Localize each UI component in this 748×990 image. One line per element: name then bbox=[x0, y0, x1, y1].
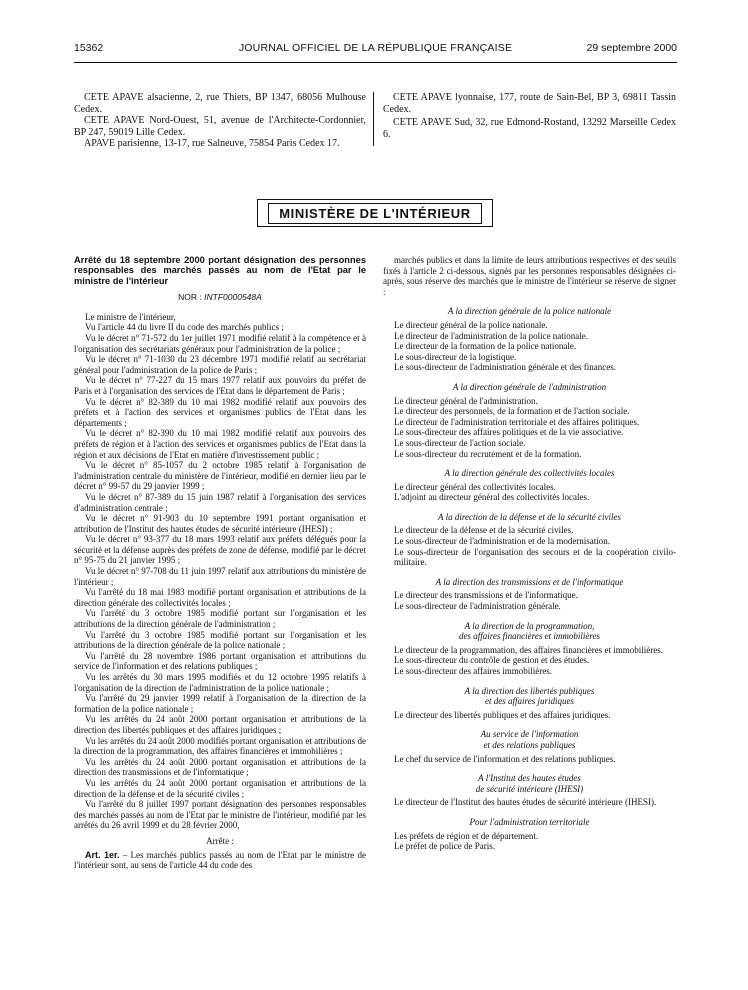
top-left-block bbox=[74, 92, 366, 150]
arrete-label: Arrête : bbox=[206, 835, 234, 846]
responsible-person: Le sous-directeur des affaires politiques et de la vie associative. bbox=[394, 427, 624, 438]
preamble-paragraph: Vu l'article 44 du livre II du code des marchés publics ; bbox=[85, 322, 284, 333]
section-heading-line: A l'Institut des hautes études bbox=[478, 773, 581, 784]
page-header bbox=[74, 42, 677, 56]
responsible-person: Le sous-directeur de l'administration générale et des finances. bbox=[394, 362, 617, 373]
address-entry: CETE APAVE lyonnaise, 177, route de Sain-Bel, BP 3, 69811 Tassin Cedex. bbox=[383, 92, 676, 115]
preamble-paragraph: Vu les arrêtés du 24 août 2000 portant organisation et attributions de la direction de la défense et de la sécurité civiles ; bbox=[74, 777, 366, 799]
responsible-person: Le directeur de la programmation, des affaires financières et immobilières. bbox=[394, 644, 663, 655]
responsible-person: L'adjoint au directeur général des collectivités locales. bbox=[394, 492, 590, 503]
preamble-paragraph: Vu le décret n° 87-389 du 15 juin 1987 relatif à l'organisation des services d'administration centrale ; bbox=[74, 491, 366, 513]
ministry-heading-box bbox=[257, 199, 493, 227]
section-heading bbox=[383, 577, 676, 588]
section-heading-line: A la direction des transmissions et de l'informatique bbox=[435, 576, 624, 587]
responsible-person: Le chef du service de l'information et des relations publiques. bbox=[394, 753, 616, 764]
section-heading-line: des affaires financières et immobilières bbox=[459, 631, 600, 642]
responsible-person: Le directeur de l'Institut des hautes études de sécurité intérieure (IHESI). bbox=[394, 797, 657, 808]
article-1 bbox=[74, 850, 366, 871]
section-heading bbox=[383, 468, 676, 479]
article-label: Art. 1er. bbox=[85, 849, 120, 860]
responsible-person: Le sous-directeur de l'administration et de la modernisation. bbox=[394, 536, 611, 547]
section-heading bbox=[383, 621, 676, 642]
section-heading bbox=[383, 773, 676, 794]
preamble-paragraph: Le ministre de l'intérieur, bbox=[85, 311, 176, 322]
responsible-person: Le directeur de la formation de la police nationale. bbox=[394, 341, 577, 352]
address-entry: CETE APAVE Nord-Ouest, 51, avenue de l'Architecte-Cordonnier, BP 247, 59019 Lille Cedex. bbox=[74, 115, 366, 138]
preamble-paragraph: Vu les arrêtés du 24 août 2000 modifiés portant organisation et attributions de la direction de la programmation, des affaires financières et immobilières ; bbox=[74, 735, 366, 757]
responsible-person: Le directeur de la défense et de la sécurité civiles. bbox=[394, 525, 574, 536]
preamble-paragraph: Vu les arrêtés du 24 août 2000 portant organisation et attributions de la direction des libertés publiques et des affaires juridiques ; bbox=[74, 714, 366, 735]
preamble-paragraph: Vu l'arrêté du 29 janvier 1999 relatif à l'organisation de la direction de la formation de la police nationale ; bbox=[74, 693, 366, 714]
responsible-person: Le sous-directeur de l'action sociale. bbox=[394, 437, 526, 448]
responsible-person: Le directeur général de l'administration. bbox=[394, 395, 538, 406]
address-entry: CETE APAVE alsacienne, 2, rue Thiers, BP 1347, 68056 Mulhouse Cedex. bbox=[74, 92, 366, 115]
nor-reference bbox=[74, 292, 366, 303]
preamble-paragraph: Vu l'arrêté du 3 octobre 1985 modifié portant sur l'organisation et les attributions de la direction générale de l'administration ; bbox=[74, 608, 366, 630]
nor-prefix: NOR : bbox=[178, 292, 205, 303]
publication-date: 29 septembre 2000 bbox=[586, 42, 677, 54]
decree-title: Arrêté du 18 septembre 2000 portant désignation des personnes responsables des marchés passés au nom de l'Etat par le ministre de l'intérieur bbox=[74, 255, 366, 286]
preamble-paragraph: Vu le décret n° 85-1057 du 2 octobre 1985 relatif à l'organisation de l'administration centrale du ministère de l'intérieur, modifié en dernier lieu par le décret n° 99-57 du 29 janvier 1999 ; bbox=[74, 460, 366, 492]
section-heading bbox=[383, 729, 676, 750]
preamble-paragraph: Vu le décret n° 93-377 du 18 mars 1993 relatif aux préfets délégués pour la sécurité et la défense auprès des préfets de zone de défense, modifié par le décret n° 95-75 du 21 janvier 1995 ; bbox=[74, 534, 366, 566]
preamble-paragraph: Vu le décret n° 77-227 du 15 mars 1977 relatif aux pouvoirs du préfet de Paris et à l'organisation des services de l'Etat dans le département de Paris ; bbox=[74, 375, 366, 396]
section-heading-line: A la direction générale de l'administration bbox=[452, 381, 607, 392]
section-heading bbox=[383, 512, 676, 523]
section-heading bbox=[383, 382, 676, 393]
preamble-paragraph: Vu le décret n° 97-708 du 11 juin 1997 relatif aux attributions du ministère de l'intérieur ; bbox=[74, 566, 366, 587]
preamble-paragraph: Vu l'arrêté du 3 octobre 1985 modifié portant sur l'organisation et les attributions de la direction générale de la police nationale ; bbox=[74, 629, 366, 651]
responsible-person: Le directeur de l'administration de la police nationale. bbox=[394, 330, 589, 341]
designations bbox=[383, 306, 676, 851]
responsible-person: Le sous-directeur du contrôle de gestion et des études. bbox=[394, 655, 590, 666]
section-heading-line: et des relations publiques bbox=[483, 739, 576, 750]
preamble-paragraph: Vu le décret n° 71-1030 du 23 décembre 1971 modifié relatif au secrétariat général pour l'administration de la police de Paris ; bbox=[74, 354, 366, 375]
preamble-paragraph: Vu les arrêtés du 30 mars 1995 modifiés et du 12 octobre 1995 relatifs à l'organisation de la direction de l'administration de la police nationale ; bbox=[74, 672, 366, 693]
responsible-person: Le directeur général des collectivités locales. bbox=[394, 481, 556, 492]
header-rule bbox=[74, 62, 677, 63]
responsible-person: Le directeur de l'administration territoriale et des affaires politiques. bbox=[394, 416, 640, 427]
responsible-person: Le sous-directeur de l'administration générale. bbox=[394, 601, 561, 612]
preamble-paragraph: Vu le décret n° 71-572 du 1er juillet 1971 modifié relatif à la compétence et à l'organisation des secrétariats généraux pour l'administration de la police ; bbox=[74, 333, 366, 354]
address-entry: APAVE parisienne, 13-17, rue Salneuve, 75854 Paris Cedex 17. bbox=[84, 138, 340, 150]
preamble-paragraph: Vu le décret n° 82-389 du 10 mai 1982 modifié relatif aux pouvoirs des préfets et à l'action des services et organismes publics de l'Etat dans les départements ; bbox=[74, 396, 366, 428]
nor-code: INTF0000548A bbox=[204, 292, 262, 303]
preamble-paragraph: Vu l'arrêté du 28 novembre 1986 portant organisation et attributions du service de l'information et des relations publiques ; bbox=[74, 650, 366, 672]
responsible-person: Le sous-directeur de l'organisation des secours et de la coopération civilo-militaire. bbox=[394, 546, 676, 568]
preamble-paragraph: Vu le décret n° 82-390 du 10 mai 1982 modifié relatif aux pouvoirs des préfets de région et à l'action des services et organismes publics de l'Etat dans la région et aux décisions de l'Etat en matière d'investissement public ; bbox=[74, 428, 366, 460]
responsible-person: Le préfet de police de Paris. bbox=[394, 841, 495, 852]
section-heading-line: Au service de l'information bbox=[480, 729, 579, 740]
preamble-paragraph: Vu les arrêtés du 24 août 2000 portant organisation et attributions de la direction des transmissions et de l'informatique ; bbox=[74, 756, 366, 778]
ministry-heading: MINISTÈRE DE L'INTÉRIEUR bbox=[268, 203, 482, 224]
section-heading-line: A la direction des libertés publiques bbox=[464, 685, 595, 696]
section-heading bbox=[383, 817, 676, 828]
section-heading-line: A la direction générale des collectivités locales bbox=[444, 468, 615, 479]
section-heading-line: A la direction de la programmation, bbox=[464, 620, 595, 631]
section-heading-line: A la direction générale de la police nationale bbox=[447, 306, 612, 317]
column-divider bbox=[373, 92, 374, 146]
article-text: – Les marchés publics passés au nom de l'Etat par le ministre de l'intérieur sont, au sens de l'article 44 du code des bbox=[74, 849, 366, 871]
section-heading bbox=[383, 686, 676, 707]
responsible-person: Le directeur des libertés publiques et des affaires juridiques. bbox=[394, 709, 611, 720]
section-heading-line: de sécurité intérieure (IHESI) bbox=[475, 783, 584, 794]
right-column bbox=[383, 255, 676, 852]
responsible-person: Le directeur des transmissions et de l'informatique. bbox=[394, 590, 578, 601]
left-column bbox=[74, 255, 366, 871]
top-right-block bbox=[383, 92, 676, 140]
section-heading-line: A la direction de la défense et de la sécurité civiles bbox=[438, 511, 621, 522]
section-heading-line: et des affaires juridiques bbox=[485, 696, 574, 707]
address-entry: CETE APAVE Sud, 32, rue Edmond-Rostand, 13292 Marseille Cedex 6. bbox=[383, 117, 676, 140]
preamble-paragraph: Vu l'arrêté du 18 mai 1983 modifié portant organisation et attributions de la direction générale des collectivités locales ; bbox=[74, 587, 366, 608]
responsible-person: Le directeur des personnels, de la formation et de l'action sociale. bbox=[394, 406, 630, 417]
preamble-paragraph: Vu l'arrêté du 8 juillet 1997 portant désignation des personnes responsables des marchés passés au nom de l'Etat par le ministre de l'intérieur, modifié par les arrêtés du 26 avril 1999 et du 28 février 2000, bbox=[74, 799, 366, 831]
article-continuation: marchés publics et dans la limite de leurs attributions respectives et des seuils fixés à l'article 2 ci-dessous, signés par les personnes responsables désignées ci-après, sous réserve des marchés que le ministre de l'intérieur se réserve de signer : bbox=[383, 255, 676, 297]
responsible-person: Le sous-directeur des affaires immobilières. bbox=[394, 666, 553, 676]
page-number: 15362 bbox=[74, 42, 104, 54]
preamble bbox=[74, 312, 366, 831]
responsible-person: Le sous-directeur de la logistique. bbox=[394, 351, 517, 362]
responsible-person: Le directeur général de la police nationale. bbox=[394, 319, 548, 330]
responsible-person: Les préfets de région et de département. bbox=[394, 830, 539, 841]
journal-title: JOURNAL OFFICIEL DE LA RÉPUBLIQUE FRANÇAISE bbox=[238, 42, 513, 54]
responsible-person: Le sous-directeur du recrutement et de la formation. bbox=[394, 448, 582, 459]
section-heading-line: Pour l'administration territoriale bbox=[469, 816, 590, 827]
section-heading bbox=[383, 306, 676, 317]
preamble-paragraph: Vu le décret n° 91-903 du 10 septembre 1991 portant organisation et attribution de l'Institut des hautes études de sécurité intérieure (IHESI) ; bbox=[74, 513, 366, 534]
